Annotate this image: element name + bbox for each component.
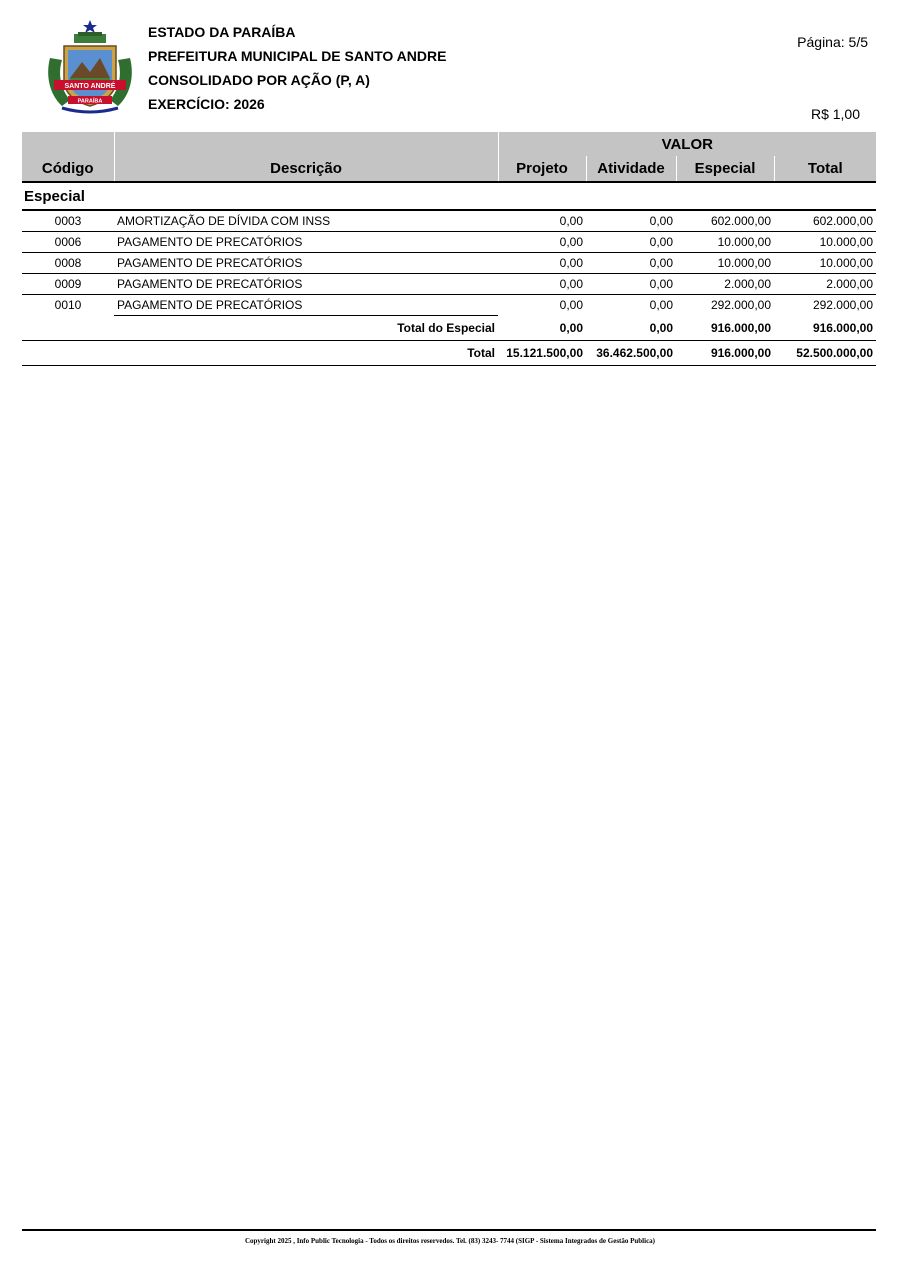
logo-state-text: PARAÍBA — [77, 98, 103, 105]
cell-atividade: 0,00 — [649, 298, 673, 313]
municipal-coat-of-arms-icon — [44, 18, 136, 116]
cell-codigo: 0006 — [22, 232, 114, 253]
cell-total: 2.000,00 — [774, 274, 876, 295]
col-header-projeto: Projeto — [498, 156, 586, 182]
cell-atividade: 0,00 — [586, 210, 676, 232]
cell-codigo: 0003 — [22, 210, 114, 232]
cell-atividade: 0,00 — [586, 274, 676, 295]
category-label: Especial — [22, 182, 114, 210]
col-header-codigo: Código — [22, 156, 114, 182]
col-header-atividade: Atividade — [586, 156, 676, 182]
col-header-especial: Especial — [676, 156, 774, 182]
header-title-block — [148, 20, 446, 116]
subtotal-total: 916.000,00 — [774, 316, 876, 341]
grand-total-projeto: 15.121.500,00 — [498, 341, 586, 366]
cell-projeto: 0,00 — [498, 253, 586, 274]
cell-atividade: 0,00 — [586, 232, 676, 253]
table-row — [22, 253, 876, 274]
cell-descricao: PAGAMENTO DE PRECATÓRIOS — [114, 274, 498, 295]
page-number: Página: 5/5 — [797, 34, 868, 50]
table-row — [22, 295, 876, 316]
table-row — [22, 232, 876, 253]
cell-total: 292.000,00 — [812, 298, 874, 313]
header-report-title: CONSOLIDADO POR AÇÃO (P, A) — [148, 72, 370, 88]
table-header-row — [22, 156, 876, 182]
valor-group-header: VALOR — [498, 132, 876, 156]
subtotal-atividade: 0,00 — [586, 316, 676, 341]
grand-total-atividade: 36.462.500,00 — [586, 341, 676, 366]
col-header-descricao: Descrição — [114, 156, 498, 182]
cell-projeto: 0,00 — [498, 210, 586, 232]
footer-divider — [22, 1229, 876, 1231]
cell-total: 10.000,00 — [774, 253, 876, 274]
header-exercise: EXERCÍCIO: 2026 — [148, 96, 265, 112]
table-header-group-row — [22, 132, 876, 156]
report-header — [0, 0, 900, 130]
cell-especial: 10.000,00 — [676, 253, 774, 274]
header-prefeitura: PREFEITURA MUNICIPAL DE SANTO ANDRE — [148, 48, 447, 64]
footer-copyright: Copyright 2025 , Info Public Tecnologia - Todos os direitos reservedos. Tel. (83) 3243- 7744 (SIGP - Sistema Integrados de Gestão Publica) — [244, 1237, 656, 1245]
subtotal-label: Total do Especial — [397, 321, 495, 335]
cell-descricao: AMORTIZAÇÃO DE DÍVIDA COM INSS — [114, 210, 498, 232]
report-table — [22, 132, 876, 366]
grand-total-especial: 916.000,00 — [676, 341, 774, 366]
table-row — [22, 210, 876, 232]
grand-total-row — [22, 341, 876, 366]
col-header-total: Total — [774, 156, 876, 182]
header-state: ESTADO DA PARAÍBA — [148, 24, 296, 40]
cell-descricao: PAGAMENTO DE PRECATÓRIOS — [114, 253, 498, 274]
cell-descricao: PAGAMENTO DE PRECATÓRIOS — [114, 295, 498, 316]
cell-especial: 2.000,00 — [676, 274, 774, 295]
subtotal-row — [22, 316, 876, 341]
currency-unit: R$ 1,00 — [810, 106, 860, 122]
grand-total-label: Total — [114, 341, 498, 366]
subtotal-especial: 916.000,00 — [676, 316, 774, 341]
logo-banner-text: SANTO ANDRÉ — [64, 83, 116, 90]
subtotal-projeto: 0,00 — [498, 316, 586, 341]
cell-projeto: 0,00 — [498, 274, 586, 295]
cell-codigo: 0009 — [22, 274, 114, 295]
cell-descricao: PAGAMENTO DE PRECATÓRIOS — [114, 232, 498, 253]
cell-projeto: 0,00 — [498, 232, 586, 253]
cell-especial: 10.000,00 — [676, 232, 774, 253]
cell-atividade: 0,00 — [586, 253, 676, 274]
grand-total-total: 52.500.000,00 — [774, 341, 876, 366]
cell-codigo: 0010 — [54, 298, 82, 313]
cell-total: 10.000,00 — [774, 232, 876, 253]
cell-especial: 292.000,00 — [710, 298, 771, 313]
cell-codigo: 0008 — [22, 253, 114, 274]
category-row — [22, 182, 876, 210]
cell-projeto: 0,00 — [559, 298, 583, 313]
cell-especial: 602.000,00 — [676, 210, 774, 232]
cell-total: 602.000,00 — [774, 210, 876, 232]
table-row — [22, 274, 876, 295]
